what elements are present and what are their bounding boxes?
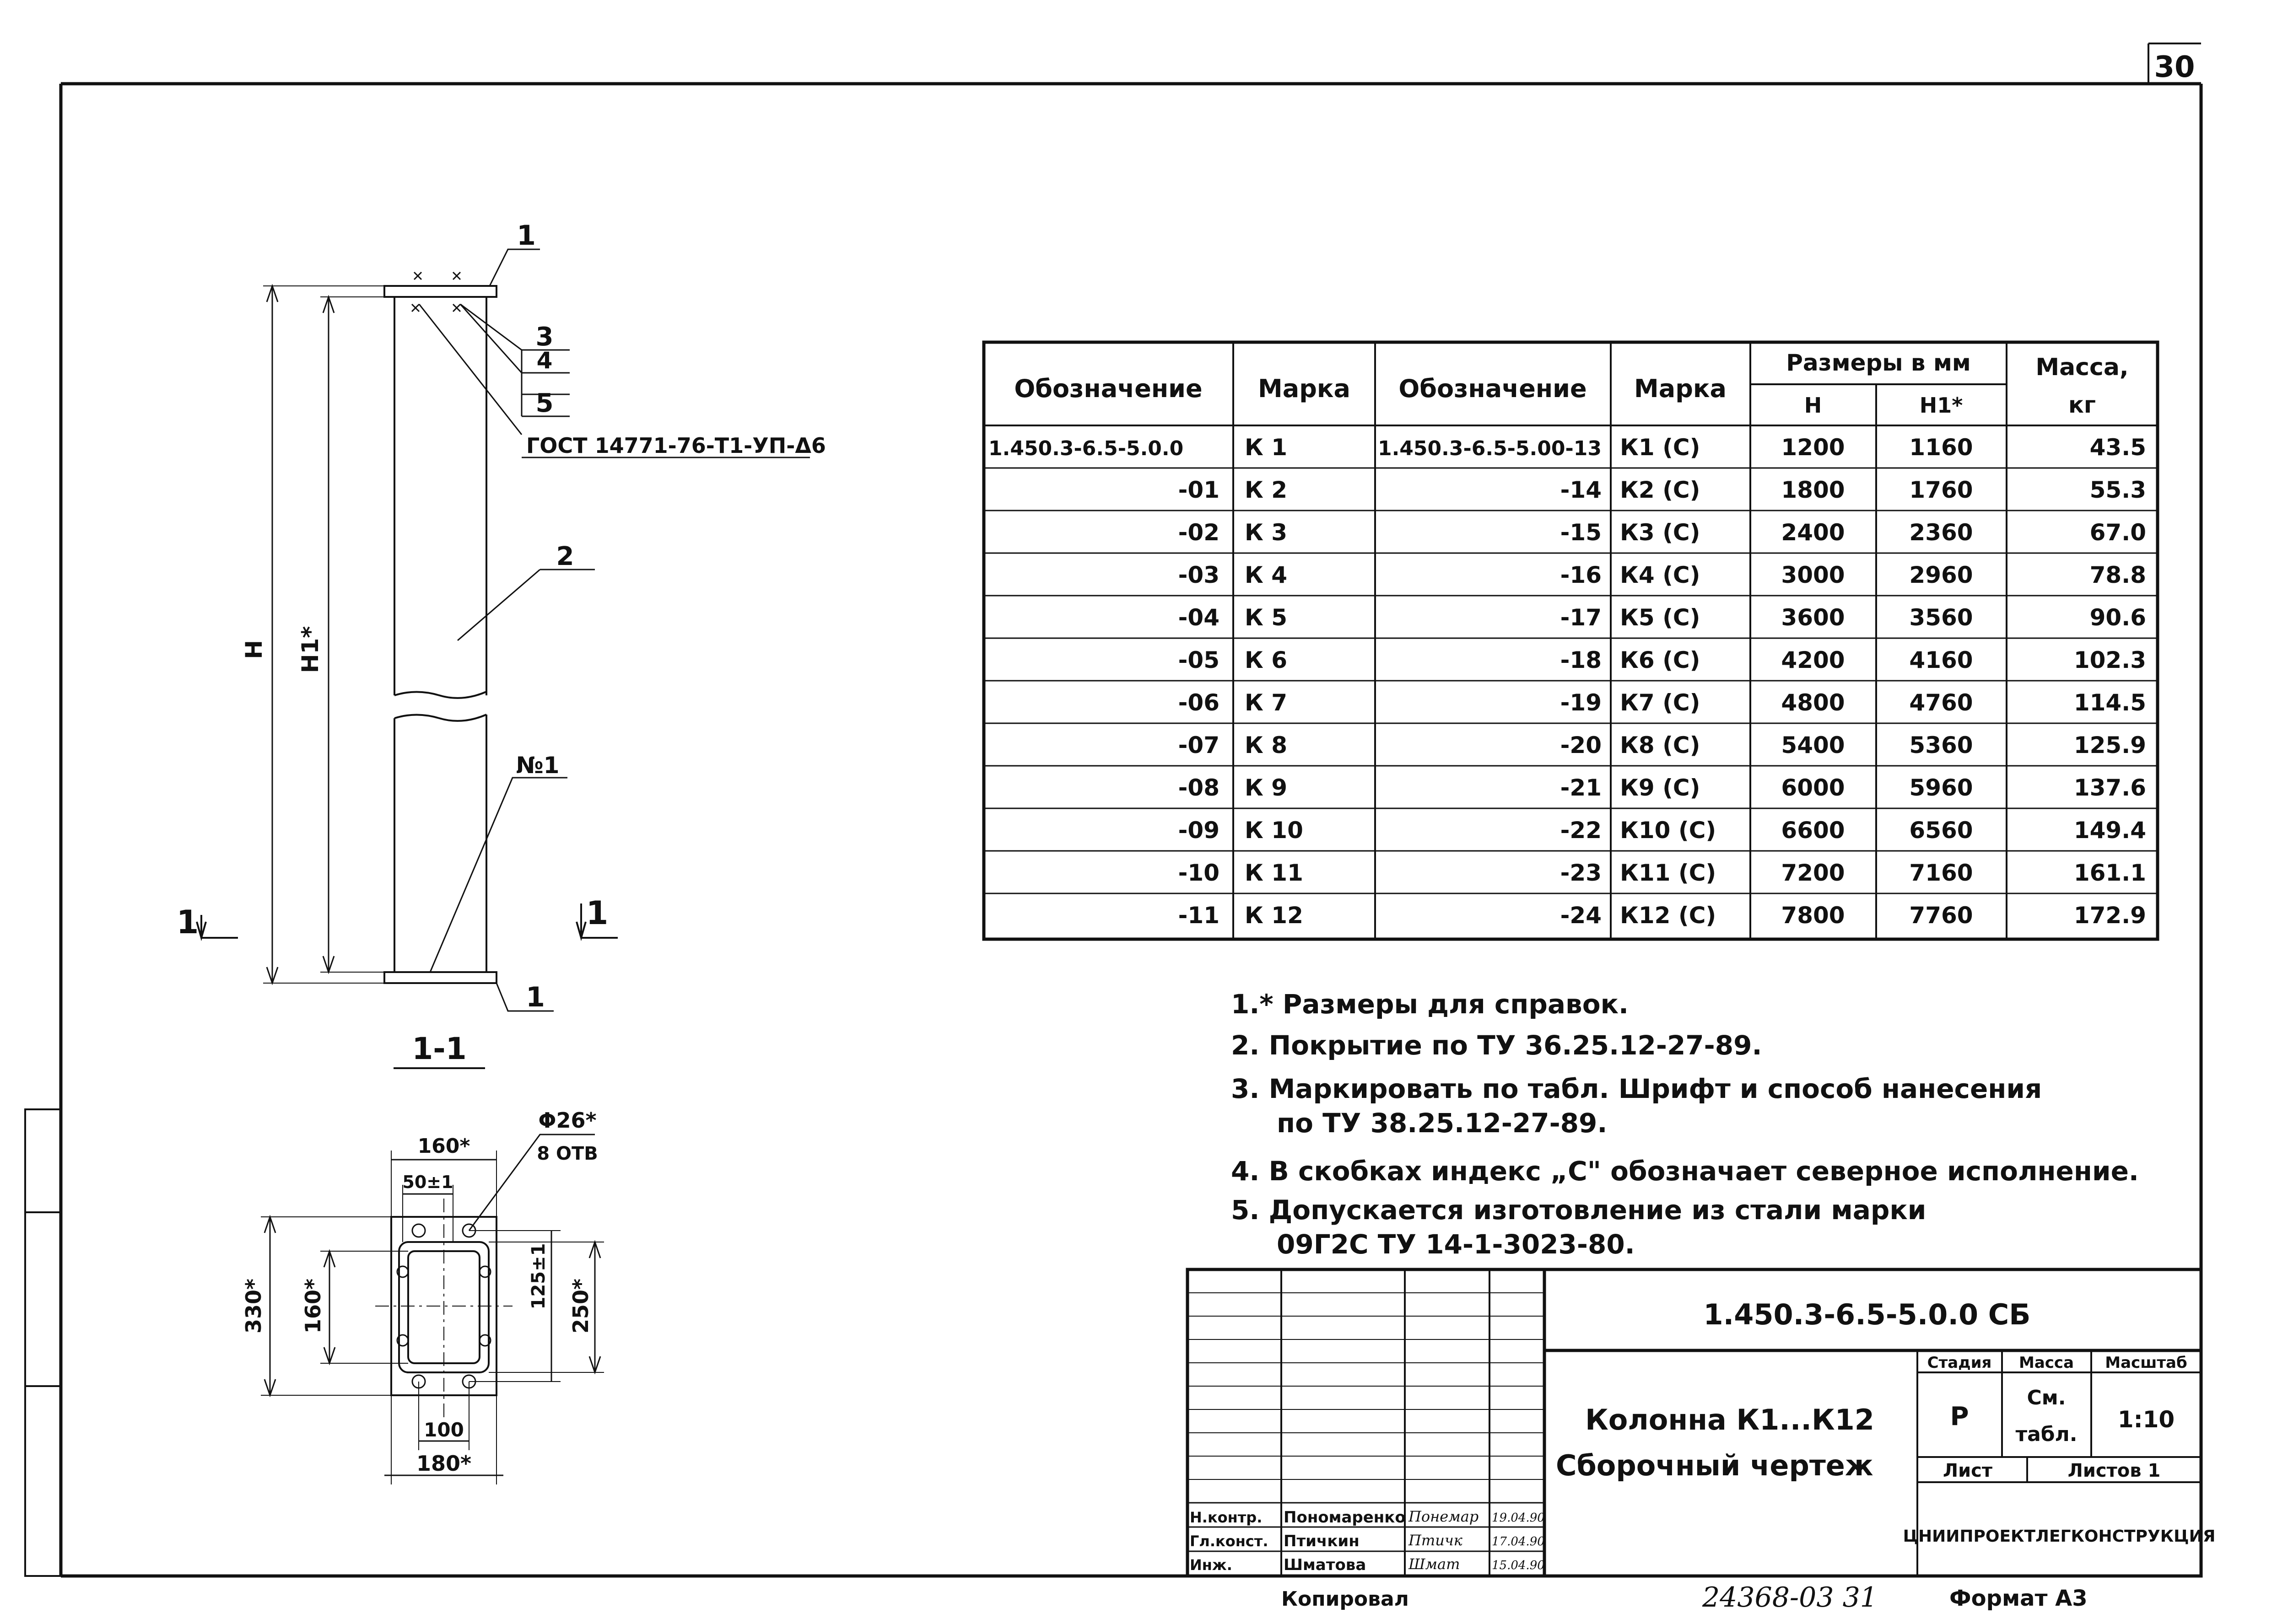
table-row [1178, 774, 2146, 801]
cell-designation-2: -18 [1560, 647, 1602, 673]
signer-date-3: 15.04.90 [1492, 1559, 1545, 1572]
dim-spacing-50: 50±1 [402, 1172, 453, 1192]
cell-designation-1: -06 [1178, 689, 1220, 716]
callout-part-2: 2 [556, 542, 574, 571]
cell-mass: 78.8 [2089, 562, 2146, 588]
cell-mark-1: К 2 [1245, 477, 1288, 503]
cell-mark-2: К6 (С) [1620, 647, 1700, 673]
cell-mark-1: К 9 [1245, 774, 1288, 801]
cell-H1: 1160 [1909, 434, 1973, 461]
dimension-H: H [241, 640, 267, 659]
cell-H: 4200 [1781, 647, 1845, 673]
table-row [1178, 732, 2146, 758]
note-4: 4. В скобках индекс „С" обозначает северное исполнение. [1231, 1156, 2139, 1187]
scale-label: Масштаб [2105, 1354, 2187, 1372]
cell-designation-1: -07 [1178, 732, 1220, 758]
cell-mass: 67.0 [2089, 519, 2146, 546]
note-3-cont: по ТУ 38.25.12-27-89. [1277, 1108, 1608, 1139]
cell-mark-2: К8 (С) [1620, 732, 1700, 758]
cell-designation-2: 1.450.3-6.5-5.00-13 [1377, 437, 1602, 460]
stage-label: Стадия [1927, 1354, 1992, 1372]
cell-designation-2: -17 [1560, 604, 1602, 631]
cell-designation-2: -14 [1560, 477, 1602, 503]
mass-value-line1: См. [2027, 1386, 2066, 1409]
column-elevation [197, 249, 810, 1011]
dim-height-250: 250* [568, 1278, 593, 1334]
header-mass-unit: кг [2068, 392, 2096, 418]
cell-mark-1: К 4 [1245, 562, 1288, 588]
cell-H: 4800 [1781, 689, 1845, 716]
cell-designation-1: -01 [1178, 477, 1220, 503]
cell-H: 7800 [1781, 902, 1845, 929]
header-mass: Масса, [2035, 354, 2129, 381]
hole-count-label: 8 ОТВ [537, 1143, 598, 1164]
dim-height-160: 160* [301, 1278, 325, 1334]
table-row [1178, 562, 2146, 588]
cell-mark-1: К 1 [1245, 434, 1288, 461]
dim-width-180: 180* [416, 1451, 472, 1476]
dim-spacing-100: 100 [424, 1419, 464, 1441]
table-row [1178, 647, 2146, 673]
header-sizes: Размеры в мм [1786, 350, 1971, 376]
cell-H1: 5360 [1909, 732, 1973, 758]
cell-designation-1: -02 [1178, 519, 1220, 546]
cell-designation-2: -20 [1560, 732, 1602, 758]
callout-bottom-plate: 1 [526, 981, 545, 1013]
hole-diameter-label: Φ26* [538, 1108, 597, 1133]
signer-date-1: 19.04.90 [1492, 1511, 1545, 1525]
section-mark-left: 1 [176, 903, 199, 941]
dim-width-160: 160* [417, 1135, 470, 1158]
cell-mark-1: К 12 [1245, 902, 1303, 929]
cell-mark-2: К1 (С) [1620, 434, 1700, 461]
signer-role-3: Инж. [1190, 1556, 1232, 1574]
format-label: Формат А3 [1949, 1586, 2088, 1611]
signer-name-3: Шматова [1284, 1556, 1366, 1574]
stage-value: Р [1950, 1402, 1969, 1431]
mass-label: Масса [2018, 1354, 2074, 1372]
cell-mass: 43.5 [2089, 434, 2146, 461]
scale-value: 1:10 [2117, 1406, 2175, 1433]
cell-mark-1: К 11 [1245, 860, 1303, 886]
spec-table-grid [984, 342, 2158, 939]
signers [1190, 1508, 1545, 1574]
table-row [1178, 817, 2146, 844]
cell-mark-2: К10 (С) [1620, 817, 1716, 844]
cell-designation-2: -24 [1560, 902, 1602, 929]
cell-mark-2: К12 (С) [1620, 902, 1716, 929]
cell-H1: 5960 [1909, 774, 1973, 801]
cell-designation-1: -09 [1178, 817, 1220, 844]
cell-mass: 161.1 [2073, 860, 2146, 886]
sheets-label: Листов 1 [2067, 1460, 2161, 1481]
cell-H: 7200 [1781, 860, 1845, 886]
callout-part-5: 5 [535, 388, 554, 418]
cell-mark-2: К4 (С) [1620, 562, 1700, 588]
cell-H: 3600 [1781, 604, 1845, 631]
cell-H1: 1760 [1909, 477, 1973, 503]
table-row [1178, 604, 2146, 631]
cell-H1: 7160 [1909, 860, 1973, 886]
signer-signature-3: Шмат [1408, 1555, 1460, 1573]
signer-name-2: Птичкин [1284, 1532, 1360, 1550]
cell-H1: 3560 [1909, 604, 1973, 631]
cell-H: 1800 [1781, 477, 1845, 503]
cell-H: 5400 [1781, 732, 1845, 758]
cell-designation-2: -23 [1560, 860, 1602, 886]
section-title: 1-1 [412, 1031, 467, 1066]
cell-mark-2: К7 (С) [1620, 689, 1700, 716]
cell-H1: 4160 [1909, 647, 1973, 673]
cell-H: 3000 [1781, 562, 1845, 588]
document-number: 24368-03 31 [1702, 1581, 1878, 1613]
cell-mark-2: К3 (С) [1620, 519, 1700, 546]
signer-date-2: 17.04.90 [1492, 1535, 1545, 1549]
cell-mass: 149.4 [2073, 817, 2146, 844]
cell-designation-2: -21 [1560, 774, 1602, 801]
cell-mark-1: К 10 [1245, 817, 1303, 844]
section-mark-right: 1 [586, 894, 609, 932]
cell-mark-2: К9 (С) [1620, 774, 1700, 801]
cell-mass: 172.9 [2073, 902, 2146, 929]
cell-designation-2: -19 [1560, 689, 1602, 716]
cell-H1: 7760 [1909, 902, 1973, 929]
note-5: 5. Допускается изготовление из стали марки [1231, 1194, 1926, 1226]
note-2: 2. Покрытие по ТУ 36.25.12-27-89. [1231, 1030, 1762, 1061]
cell-H1: 2360 [1909, 519, 1973, 546]
header-designation-2: Обозначение [1398, 374, 1587, 403]
cell-designation-1: -04 [1178, 604, 1220, 631]
cell-mass: 125.9 [2073, 732, 2146, 758]
cell-designation-2: -22 [1560, 817, 1602, 844]
dim-spacing-125: 125±1 [528, 1243, 549, 1310]
table-row [1178, 902, 2146, 929]
callout-part-3: 3 [535, 322, 554, 352]
header-H: H [1804, 393, 1822, 418]
cell-designation-2: -16 [1560, 562, 1602, 588]
cell-mark-2: К2 (С) [1620, 477, 1700, 503]
cell-mass: 137.6 [2073, 774, 2146, 801]
drawing-code: 1.450.3-6.5-5.0.0 СБ [1703, 1298, 2031, 1331]
drawing-title-line1: Колонна К1...К12 [1585, 1403, 1874, 1436]
signer-signature-2: Птичк [1408, 1532, 1462, 1549]
signer-name-1: Пономаренко [1284, 1508, 1406, 1527]
cell-mark-1: К 7 [1245, 689, 1288, 716]
cell-designation-1: 1.450.3-6.5-5.0.0 [988, 437, 1184, 460]
cell-mass: 90.6 [2089, 604, 2146, 631]
table-row [1178, 860, 2146, 886]
cell-H1: 2960 [1909, 562, 1973, 588]
organization: ЦНИИПРОЕКТЛЕГКОНСТРУКЦИЯ [1903, 1527, 2216, 1546]
table-row [1178, 519, 2146, 546]
header-designation-1: Обозначение [1014, 374, 1203, 403]
cell-designation-1: -10 [1178, 860, 1220, 886]
cell-mass: 114.5 [2073, 689, 2146, 716]
callout-weld: №1 [516, 752, 560, 779]
header-H1: H1* [1919, 393, 1963, 418]
signer-signature-1: Понемар [1408, 1508, 1479, 1525]
cell-mark-1: К 8 [1245, 732, 1288, 758]
gost-weld-label: ГОСТ 14771-76-Т1-УП-Δ6 [526, 433, 826, 458]
table-row [1178, 477, 2146, 503]
mass-value-line2: табл. [2015, 1423, 2078, 1446]
note-1: 1.* Размеры для справок. [1231, 989, 1629, 1020]
cell-H1: 6560 [1909, 817, 1973, 844]
cell-H1: 4760 [1909, 689, 1973, 716]
dimension-H1: H1* [297, 626, 324, 673]
callout-top-plate: 1 [517, 220, 536, 252]
callout-part-4: 4 [536, 347, 553, 374]
note-3: 3. Маркировать по табл. Шрифт и способ нанесения [1231, 1073, 2042, 1104]
sheet-number: 30 [2154, 50, 2195, 84]
table-row [988, 434, 2146, 461]
cell-mass: 102.3 [2073, 647, 2146, 673]
table-row [1178, 689, 2146, 716]
cell-H: 6600 [1781, 817, 1845, 844]
cell-designation-1: -05 [1178, 647, 1220, 673]
sheet-frame [25, 43, 2201, 1576]
cell-designation-1: -03 [1178, 562, 1220, 588]
signer-role-2: Гл.конст. [1190, 1533, 1268, 1550]
cell-mass: 55.3 [2089, 477, 2146, 503]
cell-mark-1: К 3 [1245, 519, 1288, 546]
note-5-cont: 09Г2С ТУ 14-1-3023-80. [1277, 1229, 1635, 1260]
drawing-title-line2: Сборочный чертеж [1556, 1449, 1873, 1482]
dim-height-330: 330* [241, 1278, 266, 1334]
cell-designation-1: -11 [1178, 902, 1220, 929]
sheet-label: Лист [1943, 1460, 1993, 1481]
cell-H: 6000 [1781, 774, 1845, 801]
cell-mark-1: К 5 [1245, 604, 1288, 631]
header-mark-2: Марка [1634, 374, 1727, 403]
cell-H: 1200 [1781, 434, 1845, 461]
cell-mark-2: К5 (С) [1620, 604, 1700, 631]
notes [1231, 989, 2139, 1260]
copied-by-label: Копировал [1281, 1587, 1409, 1611]
header-mark-1: Марка [1258, 374, 1350, 403]
cell-mark-2: К11 (С) [1620, 860, 1716, 886]
cell-designation-2: -15 [1560, 519, 1602, 546]
cell-mark-1: К 6 [1245, 647, 1288, 673]
signer-role-1: Н.контр. [1190, 1509, 1263, 1526]
cell-H: 2400 [1781, 519, 1845, 546]
cell-designation-1: -08 [1178, 774, 1220, 801]
